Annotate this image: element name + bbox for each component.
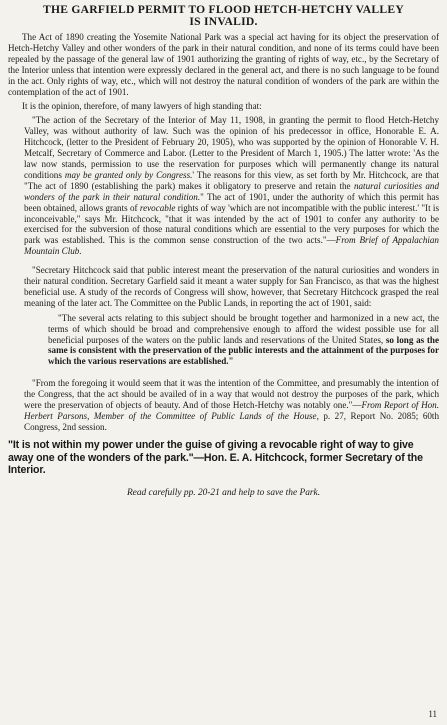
- intro-paragraph: The Act of 1890 creating the Yosemite National Park was a special act having for its object the preservation of Hetch-Hetchy Valley and other wonders of the park in their natural condition, and none of its terms could have been repealed by the passage of the general law of 1901 authorizing the granting of rights of way, etc., by the Secretary of the Interior unless that intention were expressly declared in the general act, and there is no such language to be found in the act. Only rights of way, etc., which will not destroy the natural condition of wonders of the park are within the contemplation of the act of 1901.: [8, 32, 439, 97]
- quote-brief-appalachian: [24, 115, 439, 257]
- footer-note: Read carefully pp. 20-21 and help to save the Park.: [126, 488, 321, 499]
- page-title: [8, 4, 439, 28]
- hitchcock-pull-quote: "It is not within my power under the guise of giving a revocable right of way to give away one of the wonders of the park."—Hon. E. A. Hitchcock, former Secretary of the Interior.: [8, 438, 423, 477]
- quote3-text: "The several acts relating to this subject should be brought together and harmonized in a new act, the terms of which should be broad and comprehensive enough to afford the widest possible use for all beneficial purposes of the waters on the public lands and reservations of the United States,: [48, 312, 439, 345]
- quote-secretary-hitchcock: "Secretary Hitchcock said that public interest meant the preservation of the natural curiosities and wonders in their natural condition. Secretary Garfield said it meant a water supply for San Francisco, as that was the highest beneficial use. A study of the records of Congress will show, however, that Secretary Hitchcock grasped the real meaning of the later act. The Committee on the Public Lands, in reporting the act of 1901, said:: [24, 265, 439, 308]
- quote1-text-2: ' The reasons for this view, as set forth by Mr. Hitchcock, are that "The act of 1890 (establishing the park) makes it obligatory to preserve and retain the: [24, 169, 439, 191]
- quote4-text-2: p. 27, Report No. 2085; 60th Congress, 2nd session.: [24, 411, 439, 432]
- quote1-emph-3: revocable: [139, 202, 176, 213]
- opinion-paragraph: It is the opinion, therefore, of many lawyers of high standing that:: [22, 101, 262, 112]
- quote-committee-report: [48, 313, 439, 368]
- quote1-text-4: rights of way 'which are not incompatible with the public interest.' "It is inconceivable," says Mr. Hitchcock, "that it was intended by the act of 1901 to confer any authority to be exercised for the subversion of those natural conditions which are essential to the very purposes for which the park was established. This is the common sense construction of the two acts."—: [24, 202, 439, 246]
- quote3-bold: so long as the same is consistent with the preservation of the public interests and the attainment of the purposes for which the various reservations are established.": [48, 334, 439, 367]
- quote1-source: From Brief of Appalachian Mountain Club.: [24, 235, 439, 257]
- title-line-1: THE GARFIELD PERMIT TO FLOOD HETCH-HETCHY VALLEY: [43, 3, 404, 16]
- quote1-text-3: " The act of 1901, under the authority of which this permit has been obtained, allows grants of: [24, 191, 439, 213]
- page-number: 11: [428, 709, 437, 719]
- quote1-emph-1: may be granted only by Congress.: [64, 169, 193, 180]
- quote-parsons-report: [24, 378, 439, 433]
- title-line-2: IS INVALID.: [189, 15, 258, 28]
- quote1-emph-2: natural curiosities and wonders of the park in their natural condition.: [24, 180, 439, 202]
- quote4-text-1: "From the foregoing it would seem that it was the intention of the Committee, and presumably the intention of the Congress, that the act should be availed of in a way that would not destroy the purposes of the park, which were the preservation of objects of beauty. And of those Hetch-Hetchy was notably one."—: [24, 378, 439, 411]
- quote4-emph: From Report of Hon. Herbert Parsons, Member of the Committee of Public Lands of the House,: [24, 400, 440, 421]
- quote1-text-1: "The action of the Secretary of the Interior of May 11, 1908, in granting the permit to flood Hetch-Hetchy Valley, was without authority of law. Such was the opinion of his predecessor in office, Honorable E. A. Hitchcock, (letter to the President of February 20, 1905), who was supported by the opinion of Honorable V. H. Metcalf, Secretary of Commerce and Labor. (Letter to the President of March 1, 1905.) The latter wrote: 'As the law now stands, permission to use the reservation for purposes which will permanently change its natural conditions: [24, 115, 439, 180]
